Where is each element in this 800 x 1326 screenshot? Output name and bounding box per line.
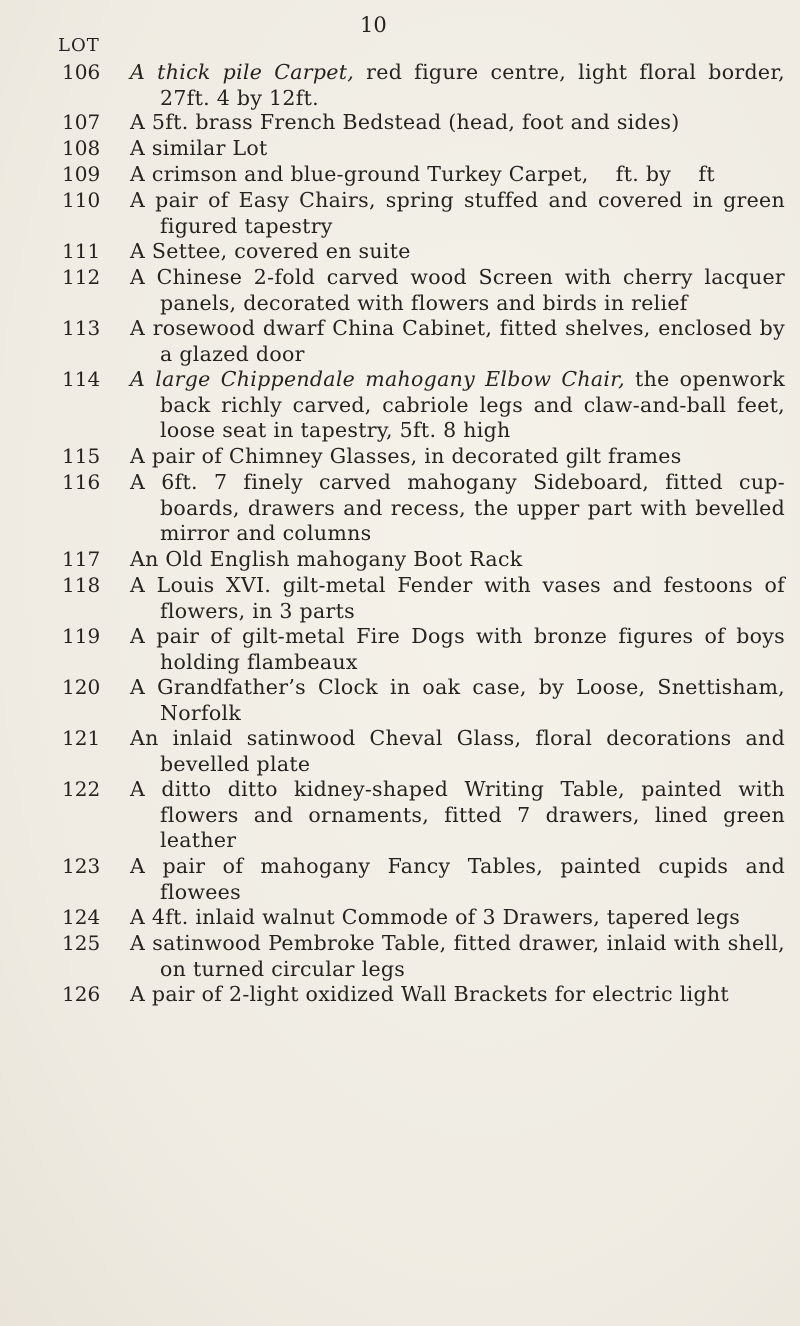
lot-number: 111: [62, 239, 101, 263]
lot-number: 124: [62, 905, 101, 929]
lot-number: 126: [62, 982, 101, 1006]
lot-description: An inlaid satinwood Cheval Glass, floral decorations and bevelled plate: [130, 726, 785, 776]
lot-description: A similar Lot: [130, 136, 268, 160]
lot-description-italic: A thick pile Carpet,: [130, 60, 355, 84]
lot-number: 107: [62, 110, 101, 134]
lot-description: A Grandfather’s Clock in oak case, by Loose, Snettisham, Norfolk: [130, 675, 785, 725]
lot-number: 122: [62, 777, 101, 801]
lot-description: A 5ft. brass French Bedstead (head, foot and sides): [130, 110, 680, 134]
lot-number: 117: [62, 547, 101, 571]
lot-number: 125: [62, 931, 101, 955]
lot-number: 115: [62, 444, 101, 468]
lot-number: 110: [62, 188, 101, 212]
lot-description: A ditto ditto kidney-shaped Writing Table, painted with flowers and ornaments, fitted 7 drawers, lined green leather: [130, 777, 785, 852]
page-number: 10: [360, 13, 387, 37]
lot-number: 106: [62, 60, 101, 84]
lot-number: 116: [62, 470, 101, 494]
lot-description-text: the openwork back richly carved, cabriole legs and claw-and-ball feet, loose seat in tapestry, 5ft. 8 high: [160, 367, 785, 442]
lot-number: 112: [62, 265, 101, 289]
lot-number: 120: [62, 675, 101, 699]
lot-number: 118: [62, 573, 101, 597]
lot-description: A rosewood dwarf China Cabinet, fitted shelves, enclosed by a glazed door: [130, 316, 785, 366]
lot-description: A pair of Easy Chairs, spring stuffed and covered in green figured tapestry: [130, 188, 785, 238]
lot-description: A Settee, covered en suite: [130, 239, 411, 263]
lot-number: 113: [62, 316, 101, 340]
lot-description: An Old English mahogany Boot Rack: [130, 547, 523, 571]
lot-number: 108: [62, 136, 101, 160]
lot-description: A satinwood Pembroke Table, fitted drawer, inlaid with shell, on turned circular legs: [130, 931, 785, 981]
lot-description-italic: A large Chippendale mahogany Elbow Chair,: [130, 367, 625, 391]
lot-description-text: red figure centre, light floral border, 27ft. 4 by 12ft.: [160, 60, 785, 110]
lot-description: A pair of gilt-metal Fire Dogs with bronze figures of boys holding flambeaux: [130, 624, 785, 674]
lot-number: 109: [62, 162, 101, 186]
lot-number: 119: [62, 624, 101, 648]
lot-description: A Chinese 2-fold carved wood Screen with cherry lacquer panels, decorated with flowers and birds in relief: [130, 265, 785, 315]
lot-description: [130, 367, 785, 444]
lot-column-header: LOT: [58, 35, 100, 56]
lot-description: A 6ft. 7 finely carved mahogany Sideboard, fitted cup-boards, drawers and recess, the upper part with bevelled mirror and columns: [130, 470, 785, 545]
lot-description: A Louis XVI. gilt-metal Fender with vases and festoons of flowers, in 3 parts: [130, 573, 785, 623]
lot-description: A crimson and blue-ground Turkey Carpet, ft. by ft: [130, 162, 715, 186]
lot-number: 123: [62, 854, 101, 878]
lot-description: A pair of Chimney Glasses, in decorated gilt frames: [130, 444, 682, 468]
lot-number: 121: [62, 726, 101, 750]
lot-number: 114: [62, 367, 101, 391]
lot-description: A pair of 2-light oxidized Wall Brackets for electric light: [130, 982, 729, 1006]
lot-description: A pair of mahogany Fancy Tables, painted cupids and flowees: [130, 854, 785, 904]
lot-description: A 4ft. inlaid walnut Commode of 3 Drawers, tapered legs: [130, 905, 741, 929]
lot-description: [130, 60, 785, 111]
